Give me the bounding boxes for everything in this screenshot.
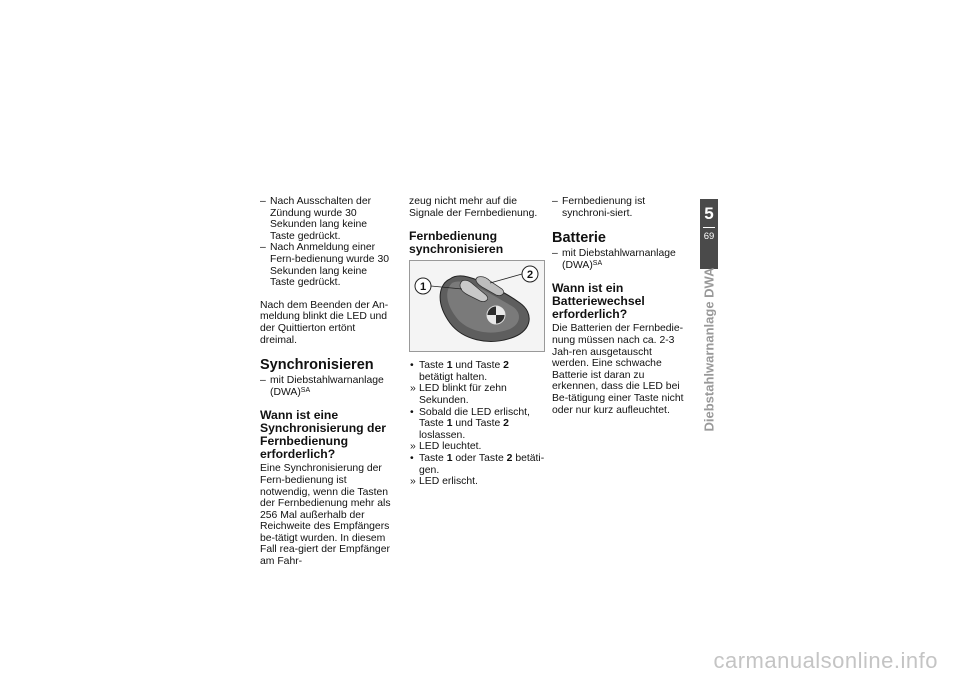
watermark: carmanualsonline.info <box>713 648 938 673</box>
requirement-text: mit Diebstahlwarnanlage (DWA) <box>270 375 384 398</box>
paragraph: zeug nicht mehr auf die Signale der Fernbedienung. <box>409 196 538 219</box>
step-text: loslassen. <box>419 429 466 441</box>
result-item: » LED leuchtet. <box>409 441 545 453</box>
button-ref-2: 2 <box>506 452 513 464</box>
step-item <box>409 407 545 442</box>
remote-key-figure <box>409 260 545 352</box>
requirement-superscript: SA <box>592 259 603 267</box>
step-text: Sobald die LED erlischt, Taste <box>419 406 530 430</box>
button-ref-2: 2 <box>503 418 509 430</box>
chapter-tab <box>700 199 718 269</box>
remote-key-illustration <box>410 261 544 351</box>
step-text: Taste <box>419 360 444 372</box>
column-2 <box>409 196 545 488</box>
chapter-title: Diebstahlwarnanlage DWA <box>701 267 717 431</box>
requirement-text: mit Diebstahlwarnanlage (DWA) <box>562 248 676 271</box>
step-text: Taste <box>419 452 444 464</box>
step-text: oder Taste <box>455 452 504 464</box>
step-item <box>409 453 545 476</box>
paragraph: Die Batterien der Fernbedie-nung müssen nach ca. 2-3 Jah-ren ausgetauscht werden. Eine schwache Batterie ist daran zu erkennen, dass die LED bei Be-tätigung einer Taste nicht oder nur kurz aufleuchtet. <box>552 323 684 416</box>
step-text: betäti-gen. <box>419 452 545 476</box>
subheading-battery-change: Wann ist ein Batteriewechsel erforderlich? <box>552 281 645 322</box>
figure-label-1: 1 <box>419 281 427 294</box>
step-item <box>409 360 545 383</box>
list-item: – Fernbedienung ist synchroni-siert. <box>552 196 686 219</box>
requirement-item <box>552 248 686 271</box>
list-item: – Nach Ausschalten der Zündung wurde 30 Sekunden lang keine Taste gedrückt. <box>260 196 394 242</box>
subheading-sync-remote: Fernbedienung synchronisieren <box>409 229 504 257</box>
chapter-number: 5 <box>704 204 714 223</box>
button-ref-1: 1 <box>446 452 453 464</box>
step-text: und Taste <box>455 360 501 372</box>
heading-synchronisieren: Synchronisieren <box>260 357 374 374</box>
subheading-when-sync: Wann ist eine Synchronisierung der Fernbedienung erforderlich? <box>260 408 386 462</box>
divider <box>703 227 715 228</box>
paragraph: Nach dem Beenden der An-meldung blinkt die LED und der Quittierton ertönt dreimal. <box>260 299 389 346</box>
list-item: – Nach Anmeldung einer Fern-bedienung wurde 30 Sekunden lang keine Taste gedrückt. <box>260 242 394 288</box>
paragraph: Eine Synchronisierung der Fern-bedienung ist notwendig, wenn die Tasten der Fernbedienung mehr als 256 Mal außerhalb der Reichweite des Empfängers be-tätigt wurden. In diesem Fall rea-giert der Empfänger am Fahr- <box>260 463 391 568</box>
step-text: betätigt halten. <box>419 371 488 383</box>
result-item: » LED blinkt für zehn Sekunden. <box>409 383 545 406</box>
requirement-item <box>260 375 394 398</box>
heading-batterie: Batterie <box>552 230 606 247</box>
step-text: und Taste <box>455 418 501 430</box>
column-3 <box>552 196 686 416</box>
button-ref-1: 1 <box>446 360 453 372</box>
column-1 <box>260 196 394 568</box>
page-number: 69 <box>703 231 715 242</box>
result-item: » LED erlischt. <box>409 476 545 488</box>
requirement-superscript: SA <box>300 386 311 394</box>
button-ref-1: 1 <box>446 418 453 430</box>
chapter-title-vertical <box>700 267 718 431</box>
button-ref-2: 2 <box>503 360 509 372</box>
figure-label-2: 2 <box>526 269 534 282</box>
